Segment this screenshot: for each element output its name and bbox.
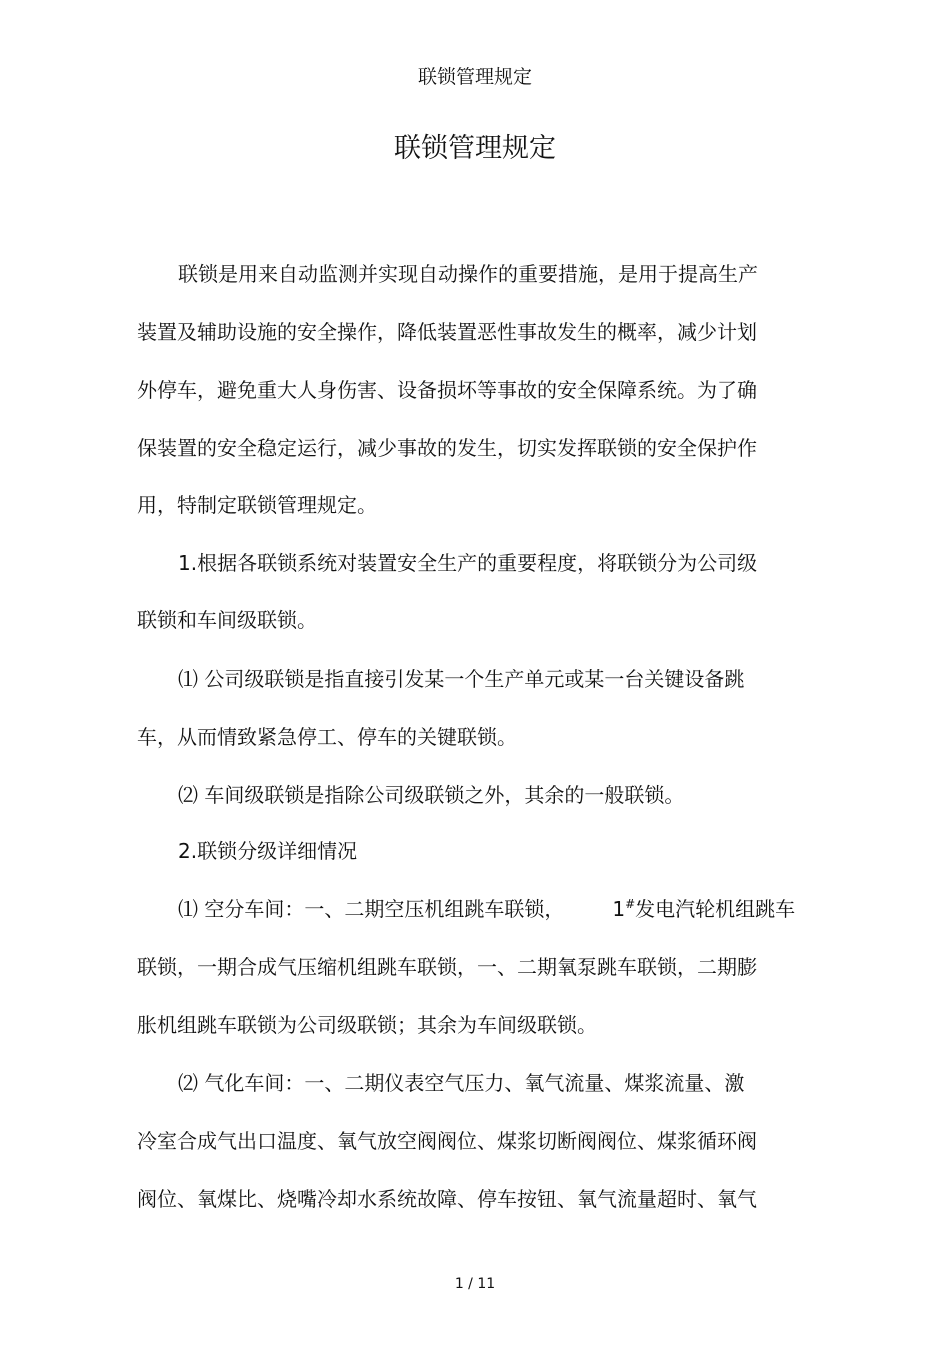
paragraph-line: 联锁和车间级联锁。 — [137, 608, 317, 632]
paragraph-line: 冷室合成气出口温度、氧气放空阀阀位、煤浆切断阀阀位、煤浆循环阀 — [137, 1129, 757, 1153]
list-item — [178, 893, 795, 922]
unit-number-mark: # — [625, 897, 636, 911]
paragraph-line: 保装置的安全稳定运行，减少事故的发生，切实发挥联锁的安全保护作 — [137, 436, 757, 460]
list-item: ⑵ 气化车间：一、二期仪表空气压力、氧气流量、煤浆流量、激 — [178, 1071, 745, 1095]
paragraph-line: 用，特制定联锁管理规定。 — [137, 493, 377, 517]
paragraph-line: 胀机组跳车联锁为公司级联锁；其余为车间级联锁。 — [137, 1013, 597, 1037]
section-heading-2: 2.联锁分级详细情况 — [178, 839, 358, 863]
paragraph-line: 联锁，一期合成气压缩机组跳车联锁，一、二期氧泵跳车联锁，二期膨 — [137, 955, 757, 979]
paragraph-line: 联锁是用来自动监测并实现自动操作的重要措施，是用于提高生产 — [178, 262, 758, 286]
paragraph-line: 车，从而情致紧急停工、停车的关键联锁。 — [137, 725, 517, 749]
unit-number: 1 — [612, 897, 626, 921]
document-title: 联锁管理规定 — [394, 133, 556, 164]
list-item: ⑵ 车间级联锁是指除公司级联锁之外，其余的一般联锁。 — [178, 783, 685, 807]
list-item: ⑴ 公司级联锁是指直接引发某一个生产单元或某一台关键设备跳 — [178, 667, 745, 691]
paragraph-line: 外停车，避免重大人身伤害、设备损坏等事故的安全保障系统。为了确 — [137, 378, 757, 402]
list-item-text: ⑴ 空分车间：一、二期空压机组跳车联锁， — [178, 897, 565, 921]
page-number: 1 / 11 — [454, 1276, 496, 1292]
paragraph-line: 装置及辅助设施的安全操作，降低装置恶性事故发生的概率，减少计划 — [137, 320, 757, 344]
running-header: 联锁管理规定 — [417, 66, 532, 88]
list-item-text: 发电汽轮机组跳车 — [635, 897, 796, 921]
paragraph-line: 阀位、氧煤比、烧嘴冷却水系统故障、停车按钮、氧气流量超时、氧气 — [137, 1187, 757, 1211]
section-heading-1: 1.根据各联锁系统对装置安全生产的重要程度，将联锁分为公司级 — [178, 551, 758, 575]
